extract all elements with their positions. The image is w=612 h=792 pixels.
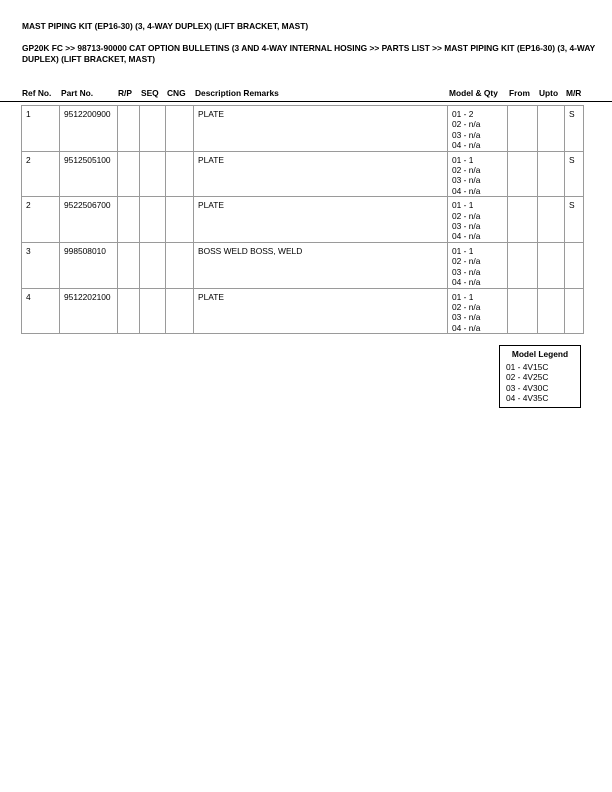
table-row: [22, 242, 584, 288]
upto-cell: [538, 197, 565, 243]
column-header-from: From: [509, 88, 530, 98]
description-cell: PLATE: [194, 106, 448, 152]
column-header-part: Part No.: [61, 88, 94, 98]
upto-cell: [538, 106, 565, 152]
model-qty-line: 01 - 1: [452, 154, 474, 165]
legend-item: 04 - 4V35C: [506, 393, 549, 404]
seq-cell: [140, 151, 166, 197]
cng-cell: [166, 242, 194, 288]
mr-cell: S: [565, 197, 584, 243]
model-qty-line: 01 - 2: [452, 109, 474, 119]
seq-cell: [140, 242, 166, 288]
model-legend-title: Model Legend: [511, 349, 569, 359]
upto-cell: [538, 151, 565, 197]
model-qty-line: 01 - 1: [452, 245, 474, 256]
rp-cell: [118, 242, 140, 288]
ref-no-cell: 2: [22, 197, 60, 243]
column-header-upto: Upto: [539, 88, 559, 98]
column-header-rp: R/P: [118, 88, 132, 98]
model-qty-line: 04 - n/a: [452, 277, 481, 288]
model-qty-line: 02 - n/a: [452, 210, 481, 221]
header-divider: [0, 101, 612, 102]
cng-cell: [166, 288, 194, 334]
ref-no-cell: 1: [22, 106, 60, 152]
breadcrumb: GP20K FC >> 98713-90000 CAT OPTION BULLETINS (3 AND 4-WAY INTERNAL HOSING >> PARTS LIST >> MAST PIPING KIT (EP16-30) (3, 4-WAY DUPLEX) (LIFT BRACKET, MAST): [22, 43, 596, 64]
seq-cell: [140, 106, 166, 152]
model-qty-line: 02 - n/a: [452, 119, 481, 130]
rp-cell: [118, 288, 140, 334]
model-qty-line: 01 - 1: [452, 291, 474, 302]
model-qty-cell: [448, 242, 508, 288]
description-cell: PLATE: [194, 288, 448, 334]
legend-item: 03 - 4V30C: [506, 382, 549, 393]
from-cell: [508, 151, 538, 197]
model-qty-cell: [448, 197, 508, 243]
model-qty-cell: [448, 106, 508, 152]
table-row: [22, 106, 584, 152]
model-legend: [499, 345, 581, 408]
part-no-cell: 9512200900: [60, 106, 118, 152]
seq-cell: [140, 288, 166, 334]
part-no-cell: 9512505100: [60, 151, 118, 197]
model-qty-line: 04 - n/a: [452, 140, 481, 151]
description-cell: BOSS WELD BOSS, WELD: [194, 242, 448, 288]
rp-cell: [118, 151, 140, 197]
mr-cell: [565, 288, 584, 334]
column-header-seq: SEQ: [141, 88, 159, 98]
model-qty-line: 03 - n/a: [452, 221, 481, 232]
model-qty-cell: [448, 288, 508, 334]
column-header-desc: Description Remarks: [195, 88, 279, 98]
model-qty-line: 03 - n/a: [452, 266, 481, 277]
cng-cell: [166, 106, 194, 152]
part-no-cell: 9512202100: [60, 288, 118, 334]
part-no-cell: 9522506700: [60, 197, 118, 243]
table-row: [22, 151, 584, 197]
parts-table: [21, 105, 584, 334]
model-qty-line: 03 - n/a: [452, 129, 481, 140]
upto-cell: [538, 288, 565, 334]
rp-cell: [118, 106, 140, 152]
table-row: [22, 288, 584, 334]
cng-cell: [166, 197, 194, 243]
column-header-ref: Ref No.: [22, 88, 52, 98]
from-cell: [508, 106, 538, 152]
part-no-cell: 998508010: [60, 242, 118, 288]
table-row: [22, 197, 584, 243]
mr-cell: [565, 242, 584, 288]
legend-item: 01 - 4V15C: [506, 362, 549, 372]
model-qty-line: 02 - n/a: [452, 165, 481, 176]
ref-no-cell: 3: [22, 242, 60, 288]
model-qty-line: 01 - 1: [452, 200, 474, 211]
description-cell: PLATE: [194, 197, 448, 243]
column-header-cng: CNG: [167, 88, 186, 98]
description-cell: PLATE: [194, 151, 448, 197]
page-title: MAST PIPING KIT (EP16-30) (3, 4-WAY DUPLEX) (LIFT BRACKET, MAST): [22, 21, 309, 31]
rp-cell: [118, 197, 140, 243]
model-qty-cell: [448, 151, 508, 197]
legend-item: 02 - 4V25C: [506, 372, 549, 383]
upto-cell: [538, 242, 565, 288]
parts-table-body: [22, 106, 584, 334]
mr-cell: S: [565, 106, 584, 152]
from-cell: [508, 197, 538, 243]
ref-no-cell: 4: [22, 288, 60, 334]
mr-cell: S: [565, 151, 584, 197]
model-qty-line: 04 - n/a: [452, 231, 481, 242]
column-header-model: Model & Qty: [449, 88, 498, 98]
from-cell: [508, 242, 538, 288]
model-qty-line: 02 - n/a: [452, 256, 481, 267]
model-qty-line: 04 - n/a: [452, 185, 481, 196]
model-qty-line: 03 - n/a: [452, 175, 481, 186]
seq-cell: [140, 197, 166, 243]
model-qty-line: 04 - n/a: [452, 322, 481, 333]
ref-no-cell: 2: [22, 151, 60, 197]
model-qty-line: 02 - n/a: [452, 301, 481, 312]
model-qty-line: 03 - n/a: [452, 312, 481, 323]
column-header-mr: M/R: [566, 88, 582, 98]
from-cell: [508, 288, 538, 334]
cng-cell: [166, 151, 194, 197]
